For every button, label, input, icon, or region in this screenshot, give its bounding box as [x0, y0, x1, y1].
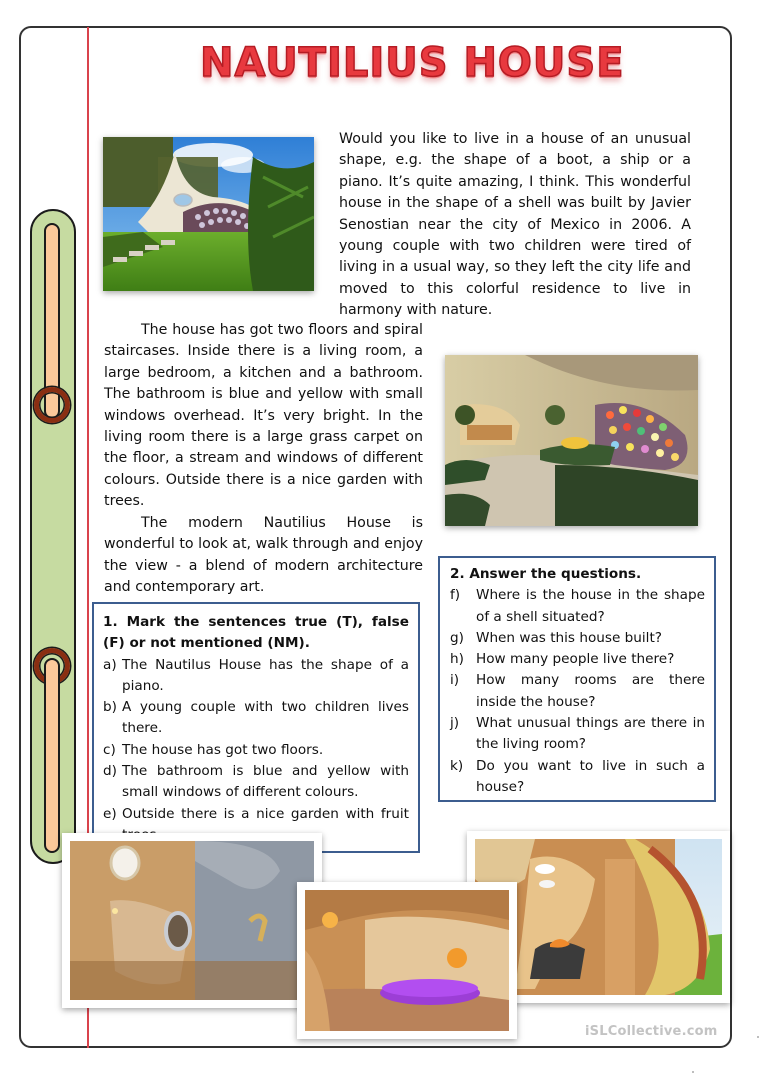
item-text: Where is the house in the shape of a shell situated? — [476, 587, 705, 625]
stray-dot — [692, 1071, 694, 1073]
item-label: a) — [103, 656, 117, 673]
photo-exterior — [103, 137, 314, 291]
item-text: The house has got two floors. — [122, 741, 324, 758]
exercise-1-item — [103, 655, 409, 698]
photo-living-room — [445, 355, 698, 526]
exercise-2-item — [450, 670, 705, 713]
item-label: h) — [450, 651, 464, 668]
exercise-2-item — [450, 649, 705, 670]
reading-paragraph-3: The modern Nautilius House is wonderful to look at, walk through and enjoy the view - a blend of modern architecture and contemporary art. — [104, 515, 423, 596]
photo-bedroom — [297, 882, 517, 1039]
binder-tab — [30, 209, 76, 864]
item-label: b) — [103, 699, 117, 716]
exercise-1-item — [103, 697, 409, 740]
item-label: k) — [450, 757, 464, 774]
item-text: Do you want to live in such a house? — [476, 757, 705, 795]
item-label: j) — [450, 715, 460, 732]
item-text: Outside there is a nice garden with fruit — [122, 805, 409, 822]
item-text: How many people live there? — [476, 651, 675, 668]
binder-ring-top — [34, 387, 70, 423]
item-label: c) — [103, 741, 116, 758]
item-label: g) — [450, 629, 464, 646]
reading-paragraph-1: Would you like to live in a house of an unusual shape, e.g. the shape of a boot, a ship or a piano. It’s quite amazing, I think. This wonderful house in the shape of a shell was built by Javier Senostian near the city of Mexico in 2006. A young couple with two children were tired of living in a usual way, so they left the city life and moved to this colorful residence to live in harmony with nature. — [339, 131, 691, 319]
binder-slot-bottom — [44, 658, 60, 853]
exercise-2-item — [450, 585, 705, 628]
item-text: When was this house built? — [476, 629, 662, 646]
stray-dot — [757, 1036, 759, 1038]
exercise-2-item — [450, 713, 705, 756]
item-label: f) — [450, 587, 461, 604]
exercise-2-heading: 2. Answer the questions. — [450, 566, 642, 582]
exercise-1-heading: 1. Mark the sentences true (T), false (F) or not mentioned (NM). — [103, 614, 409, 652]
watermark: iSLCollective.com — [585, 1024, 718, 1039]
item-text: How many rooms are there inside the house? — [476, 672, 705, 710]
item-text: What unusual things are there in the living room? — [476, 715, 705, 753]
exercise-1-item — [103, 761, 409, 804]
title-reflection — [200, 82, 580, 96]
exercise-1-box — [92, 602, 420, 853]
item-label: e) — [103, 805, 117, 822]
item-label: i) — [450, 672, 460, 689]
exercise-2-item — [450, 628, 705, 649]
item-text: A young couple with two children lives there. — [122, 699, 409, 737]
reading-paragraph-2: The house has got two floors and spiral staircases. Inside there is a living room, a large bedroom, a kitchen and a bathroom. The bathroom is blue and yellow with small windows overhead. It’s very bright. In the living room there is a large grass carpet on the floor, a stream and windows of different colours. Outside there is a nice garden with trees. — [104, 322, 423, 510]
exercise-1-item — [103, 740, 409, 761]
item-text: The Nautilus House has the shape of a piano. — [122, 656, 409, 694]
exercise-2-box — [438, 556, 716, 802]
exercise-2-item — [450, 756, 705, 799]
photo-bathroom — [62, 833, 322, 1008]
item-label: d) — [103, 763, 117, 780]
item-text: The bathroom is blue and yellow with small windows of different colours. — [122, 763, 409, 801]
page-title: NAUTILIUS HOUSE — [200, 40, 625, 86]
